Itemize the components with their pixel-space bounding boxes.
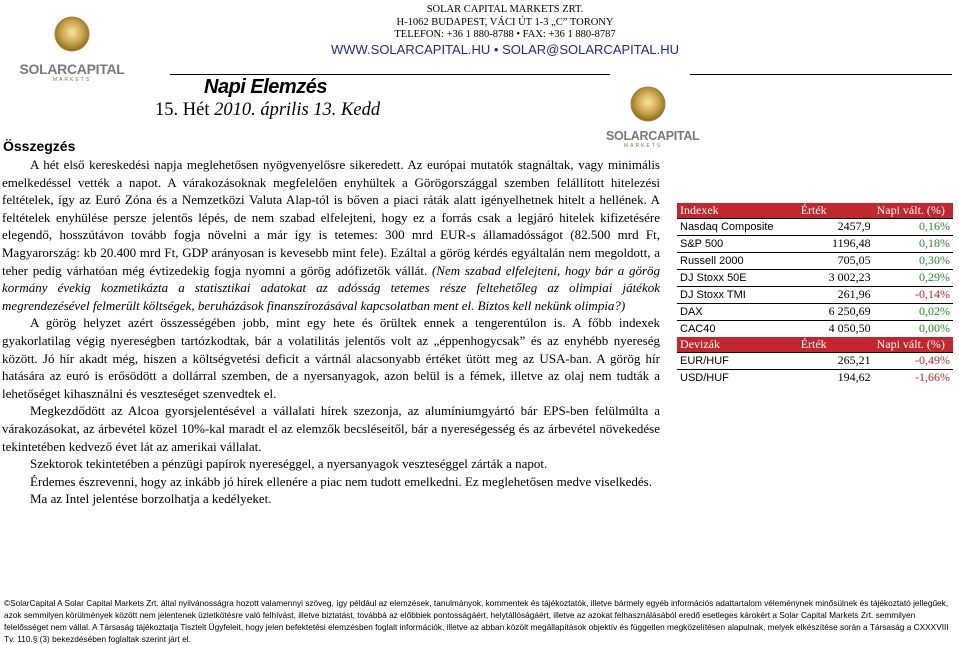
- paragraph: Szektorok tekintetében a pénzügi papírok nyereséggel, a nyersanyagok veszteséggel zárták a napot.: [30, 456, 548, 472]
- header-divider: [170, 74, 610, 75]
- row-change: -1,66%: [874, 370, 953, 386]
- company-phone-fax: TELEFON: +36 1 880-8788 • FAX: +36 1 880-8787: [394, 29, 616, 40]
- row-name: Russell 2000: [677, 253, 799, 269]
- row-change: 0,30%: [874, 253, 953, 269]
- row-change: -0,49%: [874, 353, 953, 369]
- disclaimer-footer: ©SolarCapital A Solar Capital Markets Zrt. által nyilvánosságra hozott valamennyi szöveg, így például az elemzések, tanulmányok, kommentek és tájékoztatók, illetve bármely egyéb információs adattartalom véleménynek minősülnek és tájékoztató jellegűek, azok semmilyen körülmények között nem jelentenek üzletkötésre való felhívást, illetve biztatást, továbbá az előbbiek pontosságáért, helytállóságáért, illetve az azokat felhasználásából eredő esetleges károkért a Solar Capital Markets Zrt. semmilyen felelősséget nem vállal. A Társaság tájékoztatja Tisztelt Ügyfeleit, hogy jelen befektetési elemzésben foglalt információk, illetve az abban közölt megállapítások objektív és független megközelítésen alapulnak, melyek elkészítése során a Társaság a CXXXVIII Tv. 110.§ (3) bekezdésében foglaltak szerint járt el.: [4, 598, 949, 644]
- row-value: 1196,48: [799, 236, 874, 252]
- row-change: 0,00%: [874, 321, 953, 337]
- row-change: 0,02%: [874, 304, 953, 320]
- table-row: [677, 304, 953, 320]
- header-ertek: Érték: [799, 203, 874, 218]
- table-row: [677, 370, 953, 386]
- sun-logo-icon: [6, 10, 138, 56]
- report-week: 15. Hét: [155, 100, 210, 120]
- paragraph-italic-text: (Nem szabad elfelejteni, hogy bár a görög kormány évekig kozmetikázta a statisztikai adatokat az adósság tetemes része feltehetőleg az olimpiai játékok megrendezésével felmerült költségek, beruházások finanszírozásával kapcsolatban ment el. Biztos kell nekünk olimpia?): [2, 262, 661, 313]
- market-table: [677, 203, 953, 386]
- table-row: [677, 253, 953, 269]
- logo-subtitle: MARKETS: [52, 77, 92, 83]
- row-name: DJ Stoxx TMI: [677, 287, 799, 303]
- row-value: 3 002,23: [799, 270, 874, 286]
- article-body: [2, 156, 661, 508]
- row-name: DAX: [677, 304, 799, 320]
- section-heading: Összegzés: [3, 138, 76, 154]
- logo-wordmark: SOLARCAPITAL: [19, 61, 125, 77]
- paragraph: Érdemes észrevenni, hogy az inkább jó hírek ellenére a piac nem tudott emelkedni. Ez meglehetősen medve viselkedés.: [30, 473, 652, 489]
- table-row: [677, 236, 953, 252]
- header-devizak: Devizák: [677, 337, 799, 353]
- row-value: 261,96: [799, 287, 874, 303]
- logo-wordmark: SOLARCAPITAL: [606, 129, 700, 143]
- logo-subtitle: MARKETS: [624, 143, 663, 149]
- index-header-row: [677, 203, 953, 218]
- header-divider-right: [690, 74, 952, 75]
- report-title: Napi Elemzés: [204, 76, 327, 98]
- company-web-email[interactable]: WWW.SOLARCAPITAL.HU • SOLAR@SOLARCAPITAL.HU: [330, 41, 680, 57]
- paragraph-text: A hét első kereskedési napja meglehetősen nyögvenyelősre sikeredett. Az európai mutatók stagnáltak, vagy minimális emelkedéssel vették a napot. A várakozásoknak megfelelően enyhültek a Görögországgal szemben felállított hitelezési feltételek, így az Euró Zóna és a Nemzetközi Valuta Alap-tól is bőven a piaci ráták alatt igényelhetnek hitelt a hellének. A feltételek enyhülése persze jelentős lépés, de nem szabad elfelejteni, hogy ez a forrás csak a legjáró hitelek kifizetésére elegendő, hosszútávon tovább fogja növelni a már így is tetemes: 300 mrd EUR-s államadósságot (82.500 mrd Ft, Magyarország: kb 20.400 mrd Ft, GDP arányosan is kevesebb mint fele). Ezáltal a görög kérdés egyáltalán nem megoldott, a teher pedig várhatóan még évtizedekig fogja nyomni a görög adófizetők vállát.: [2, 157, 660, 278]
- header-indexek: Indexek: [677, 203, 799, 218]
- row-name: CAC40: [677, 321, 799, 337]
- table-row: [677, 270, 953, 286]
- paragraph: A görög helyzet azért összességében jobb, mint egy hete és örültek ennek a tengerentúlon is. A főbb indexek gyakorlatilag végig nyereségben tartózkodtak, bár a volatilitás jelentős volt az „éppenhogycsak” és az enyhébb nyereség között. Jó hír akadt még, hiszen a költségvetési deficit a vártnál alacsonyabb értéket ütött meg az USA-ban. A görög hír hatására az euró is erősödött a dollárral szemben, de a nyersanyagok, azon belül is a fémek, illetve az olaj nem tudták a lehetőséget kihasználni és veszteséget szenvedtek el.: [2, 315, 660, 401]
- header-napi-valt: Napi vált. (%): [874, 337, 953, 353]
- paragraph: Ma az Intel jelentése borzolhatja a kedélyeket.: [30, 491, 272, 507]
- row-change: 0,16%: [874, 219, 953, 235]
- row-name: Nasdaq Composite: [677, 219, 799, 235]
- paragraph: [2, 156, 660, 314]
- row-name: USD/HUF: [677, 370, 799, 386]
- fx-rows: [677, 352, 953, 386]
- row-change: 0,18%: [874, 236, 953, 252]
- table-row: [677, 287, 953, 303]
- row-name: S&P 500: [677, 236, 799, 252]
- sun-logo-icon: [606, 80, 724, 124]
- row-change: 0,29%: [874, 270, 953, 286]
- row-value: 265,21: [799, 353, 874, 369]
- row-value: 2457,9: [799, 219, 874, 235]
- row-value: 6 250,69: [799, 304, 874, 320]
- company-logo-secondary: [606, 80, 724, 152]
- company-info: [320, 4, 690, 57]
- header-ertek: Érték: [799, 337, 874, 353]
- company-logo: [6, 10, 138, 83]
- row-value: 194,62: [799, 370, 874, 386]
- company-name: SOLAR CAPITAL MARKETS ZRT.: [426, 4, 584, 15]
- table-row: [677, 219, 953, 235]
- report-day: 2010. április 13. Kedd: [214, 100, 381, 120]
- row-value: 4 050,50: [799, 321, 874, 337]
- header-napi-valt: Napi vált. (%): [874, 203, 953, 218]
- index-rows: [677, 218, 953, 337]
- row-change: -0,14%: [874, 287, 953, 303]
- paragraph: Megkezdődött az Alcoa gyorsjelentésével a vállalati hírek szezonja, az alumíniumgyártó bár EPS-ben felülmúlta a várakozásokat, az árbevétel közel 10%-kal maradt el az elemzők becsléseitől, bár a nyereségesség és az árbevétel növekedése tekintetében kedvező évet lát az amerikai vállalat.: [2, 403, 660, 454]
- fx-header-row: [677, 337, 953, 353]
- row-name: EUR/HUF: [677, 353, 799, 369]
- table-row: [677, 353, 953, 369]
- table-row: [677, 321, 953, 337]
- row-name: DJ Stoxx 50E: [677, 270, 799, 286]
- company-address: H-1062 BUDAPEST, VÁCI ÚT 1-3 „C” TORONY: [396, 16, 614, 28]
- report-date: [155, 100, 380, 121]
- row-value: 705,05: [799, 253, 874, 269]
